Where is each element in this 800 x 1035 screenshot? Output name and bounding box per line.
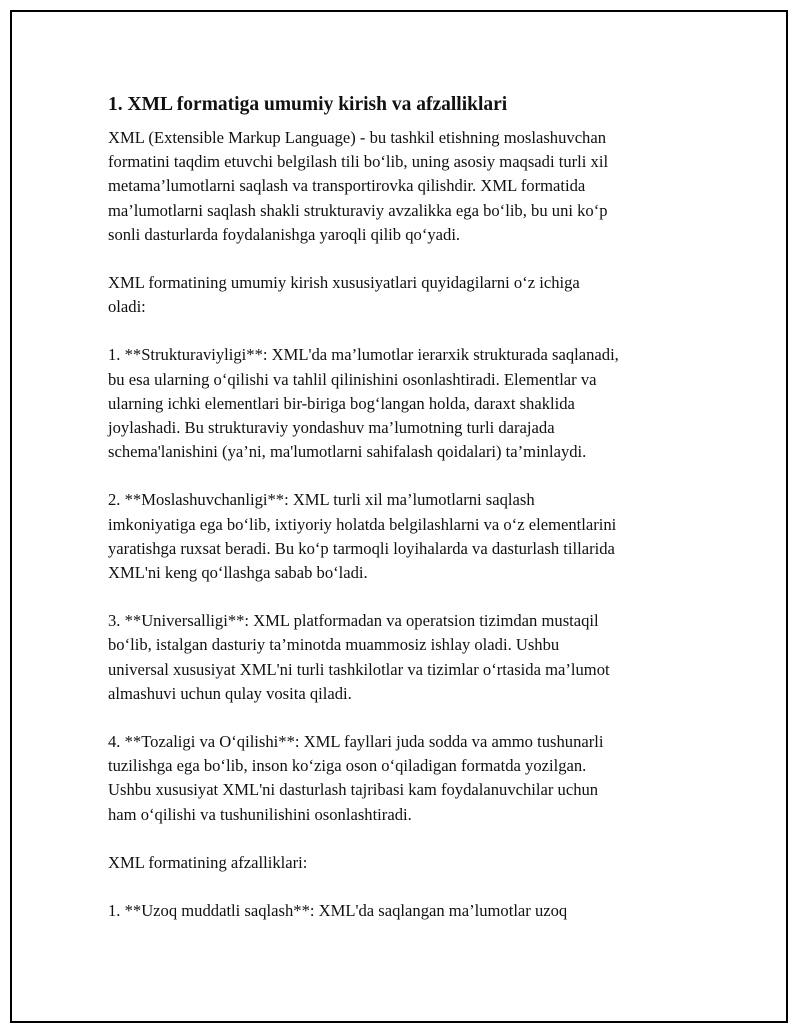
paragraph-advantages-intro: XML formatining afzalliklari: (108, 852, 308, 872)
paragraph-readability: 4. **Tozaligi va O‘qilishi**: XML fayllari juda sodda va ammo tushunarli tuzilishga ega bo‘lib, inson ko‘ziga oson o‘qiladigan formatda yozilgan. Ushbu xususiyat XML'ni dasturlash tajribasi kam foydalanuvchilar uchun ham o‘qilishi va tushunilishini osonlashtiradi. (108, 732, 604, 824)
paragraph-spacer (108, 319, 688, 343)
paragraph-long-term-storage: 1. **Uzoq muddatli saqlash**: XML'da saqlangan ma’lumotlar uzoq (108, 901, 568, 921)
paragraph-flexibility: 2. **Moslashuvchanligi**: XML turli xil ma’lumotlarni saqlash imkoniyatiga ega bo‘lib, ixtiyoriy holatda belgilashlarni va o‘z elementlarini yaratishga ruxsat beradi. Bu ko‘p tarmoqli loyihalarda va dasturlash tillarida XML'ni keng qo‘llashga sabab bo‘ladi. (108, 490, 617, 583)
paragraph-features-intro: XML formatining umumiy kirish xususiyatlari quyidagilarni o‘z ichiga oladi: (108, 273, 580, 317)
paragraph-spacer (108, 875, 688, 899)
paragraph-universality: 3. **Universalligi**: XML platformadan va operatsion tizimdan mustaqil bo‘lib, istalgan dasturiy ta’minotda muammosiz ishlay oladi. Ushbu universal xususiyat XML'ni turli tashkilotlar va tizimlar o‘rtasida ma’lumot almashuvi uchun qulay vosita qiladi. (108, 611, 610, 703)
paragraph-spacer (108, 247, 688, 271)
paragraph-spacer (108, 706, 688, 730)
paragraph-spacer (108, 585, 688, 609)
document-body (108, 92, 688, 923)
paragraph-intro: XML (Extensible Markup Language) - bu tashkil etishning moslashuvchan formatini taqdim etuvchi belgilash tili bo‘lib, uning asosiy maqsadi turli xil metama’lumotlarni saqlash va transportirovka qilishdir. XML formatida ma’lumotlarni saqlash shakli strukturaviy avzalikka ega bo‘lib, bu uni ko‘p sonli dasturlarda foydalanishga yaroqli qilib qo‘yadi. (108, 128, 609, 244)
paragraph-structure: 1. **Strukturaviyligi**: XML'da ma’lumotlar ierarxik strukturada saqlanadi, bu esa ularning o‘qilishi va tahlil qilinishini osonlashtiradi. Elementlar va ularning ichki elementlari bir-biriga bog‘langan holda, daraxt shaklida joylashadi. Bu strukturaviy yondashuv ma’lumotning turli darajada schema'lanishini (ya’ni, ma'lumotlarni sahifalash qoidalari) ta’minlaydi. (108, 345, 619, 462)
section-heading: 1. XML formatiga umumiy kirish va afzalliklari (108, 94, 508, 115)
paragraph-spacer (108, 827, 688, 851)
paragraph-spacer (108, 464, 688, 488)
